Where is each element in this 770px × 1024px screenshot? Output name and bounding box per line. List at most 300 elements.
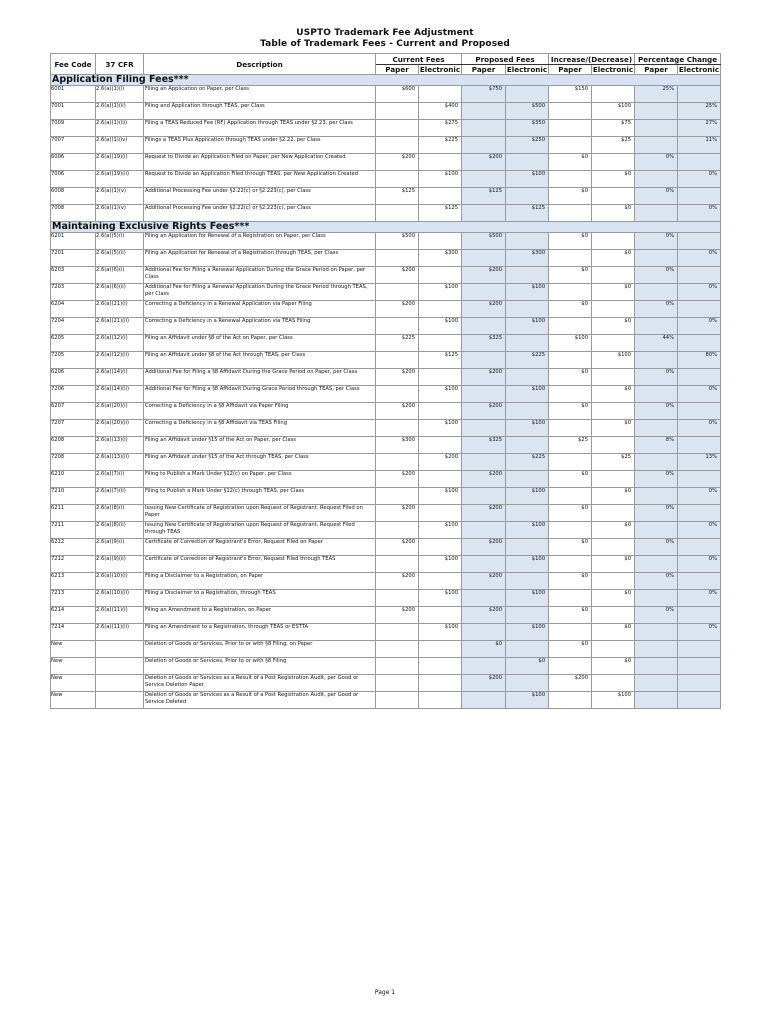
table-header (51, 54, 721, 75)
increase-electronic-cell: $0 (592, 250, 635, 267)
proposed-electronic-cell (506, 335, 549, 352)
fee-code-cell: 6203 (51, 267, 96, 284)
proposed-paper-cell (462, 658, 506, 675)
percent-paper-cell (635, 522, 678, 539)
increase-electronic-cell (592, 573, 635, 590)
cfr-cell: 2.6(a)(10)(ii) (96, 590, 144, 607)
proposed-paper-cell: $200 (462, 505, 506, 522)
description-cell: Filing a TEAS Reduced Fee (RF) Application through TEAS under §2.23, per Class (144, 120, 376, 137)
proposed-paper-cell (462, 522, 506, 539)
document-subtitle: Table of Trademark Fees - Current and Proposed (260, 39, 510, 49)
percent-paper-cell (635, 352, 678, 369)
current-electronic-cell (419, 335, 462, 352)
description-cell: Correcting a Deficiency in a Renewal Application via TEAS Filing (144, 318, 376, 335)
description-cell: Certificate of Correction of Registrant's Error, Request Filed through TEAS (144, 556, 376, 573)
increase-electronic-cell (592, 301, 635, 318)
fee-code-cell: 7210 (51, 488, 96, 505)
cfr-cell (96, 675, 144, 692)
fee-code-cell: New (51, 692, 96, 709)
increase-electronic-cell: $100 (592, 352, 635, 369)
proposed-electronic-cell: $225 (506, 454, 549, 471)
current-electronic-cell: $100 (419, 624, 462, 641)
table-row (51, 641, 721, 658)
proposed-paper-cell: $200 (462, 403, 506, 420)
description-cell: Correcting a Deficiency in a §8 Affidavit via TEAS Filing (144, 420, 376, 437)
fee-code-cell: 6008 (51, 188, 96, 205)
proposed-paper-cell (462, 103, 506, 120)
cfr-cell: 2.6(a)(1)(v) (96, 205, 144, 222)
proposed-electronic-cell (506, 267, 549, 284)
table-row (51, 318, 721, 335)
section-title: Application Filing Fees*** (51, 75, 721, 86)
increase-paper-cell (549, 171, 592, 188)
percent-electronic-cell: 25% (678, 103, 721, 120)
table-row (51, 675, 721, 692)
header-percent-paper: Paper (635, 65, 678, 75)
increase-electronic-cell (592, 86, 635, 103)
section-header (51, 75, 721, 86)
header-increase-paper: Paper (549, 65, 592, 75)
current-electronic-cell: $125 (419, 205, 462, 222)
table-row (51, 607, 721, 624)
description-cell: Filing an Affidavit under §8 of the Act on Paper, per Class (144, 335, 376, 352)
percent-electronic-cell: 0% (678, 522, 721, 539)
increase-electronic-cell: $0 (592, 205, 635, 222)
current-paper-cell (376, 556, 419, 573)
percent-paper-cell: 0% (635, 301, 678, 318)
proposed-electronic-cell (506, 403, 549, 420)
proposed-paper-cell (462, 420, 506, 437)
current-paper-cell (376, 420, 419, 437)
percent-electronic-cell (678, 641, 721, 658)
table-row (51, 120, 721, 137)
header-increase: Increase/(Decrease) (549, 54, 635, 65)
increase-electronic-cell: $100 (592, 692, 635, 709)
increase-electronic-cell: $25 (592, 454, 635, 471)
section-title: Maintaining Exclusive Rights Fees*** (51, 222, 721, 233)
increase-electronic-cell: $0 (592, 488, 635, 505)
table-row (51, 250, 721, 267)
percent-paper-cell (635, 171, 678, 188)
increase-electronic-cell (592, 154, 635, 171)
current-paper-cell: $200 (376, 403, 419, 420)
table-body (51, 75, 721, 709)
increase-electronic-cell: $0 (592, 624, 635, 641)
cfr-cell: 2.6(a)(21)(i) (96, 301, 144, 318)
percent-electronic-cell: 27% (678, 120, 721, 137)
current-electronic-cell (419, 369, 462, 386)
proposed-paper-cell: $200 (462, 573, 506, 590)
cfr-cell: 2.6(a)(6)(ii) (96, 284, 144, 301)
cfr-cell: 2.6(a)(8)(ii) (96, 522, 144, 539)
percent-electronic-cell (678, 403, 721, 420)
current-electronic-cell: $400 (419, 103, 462, 120)
table-row (51, 233, 721, 250)
description-cell: Additional Processing Fee under §2.22(c) or §2.223(c), per Class (144, 188, 376, 205)
current-electronic-cell: $275 (419, 120, 462, 137)
table-row (51, 369, 721, 386)
increase-electronic-cell (592, 188, 635, 205)
proposed-paper-cell (462, 692, 506, 709)
fee-code-cell: 6210 (51, 471, 96, 488)
cfr-cell: 2.6(a)(11)(i) (96, 607, 144, 624)
fee-code-cell: 6212 (51, 539, 96, 556)
increase-electronic-cell (592, 233, 635, 250)
fee-code-cell: 7212 (51, 556, 96, 573)
increase-electronic-cell (592, 471, 635, 488)
percent-electronic-cell: 0% (678, 171, 721, 188)
increase-paper-cell: $200 (549, 675, 592, 692)
percent-paper-cell: 0% (635, 505, 678, 522)
increase-paper-cell: $0 (549, 641, 592, 658)
table-row (51, 420, 721, 437)
header-increase-electronic: Electronic (592, 65, 634, 74)
increase-electronic-cell (592, 267, 635, 284)
proposed-electronic-cell (506, 471, 549, 488)
percent-electronic-cell (678, 607, 721, 624)
table-row (51, 539, 721, 556)
percent-paper-cell (635, 120, 678, 137)
increase-electronic-cell: $25 (592, 137, 635, 154)
increase-electronic-cell (592, 403, 635, 420)
current-electronic-cell (419, 658, 462, 675)
current-electronic-cell: $100 (419, 590, 462, 607)
proposed-paper-cell (462, 250, 506, 267)
description-cell: Filing to Publish a Mark Under §12(c) on Paper, per Class (144, 471, 376, 488)
current-electronic-cell: $100 (419, 420, 462, 437)
proposed-electronic-cell: $300 (506, 250, 549, 267)
increase-paper-cell (549, 318, 592, 335)
cfr-cell: 2.6(a)(9)(i) (96, 539, 144, 556)
proposed-paper-cell: $200 (462, 675, 506, 692)
proposed-electronic-cell: $100 (506, 171, 549, 188)
current-paper-cell: $200 (376, 301, 419, 318)
description-cell: Filing to Publish a Mark Under §12(c) through TEAS, per Class (144, 488, 376, 505)
increase-paper-cell: $0 (549, 154, 592, 171)
proposed-paper-cell: $200 (462, 369, 506, 386)
increase-paper-cell (549, 454, 592, 471)
description-cell: Certificate of Correction of Registrant's Error, Request Filed on Paper (144, 539, 376, 556)
fee-code-cell: 7207 (51, 420, 96, 437)
description-cell: Filing a Disclaimer to a Registration, on Paper (144, 573, 376, 590)
current-paper-cell (376, 250, 419, 267)
proposed-electronic-cell: $100 (506, 590, 549, 607)
cfr-cell: 2.6(a)(14)(i) (96, 369, 144, 386)
proposed-electronic-cell: $100 (506, 624, 549, 641)
proposed-electronic-cell: $100 (506, 386, 549, 403)
current-paper-cell (376, 675, 419, 692)
percent-paper-cell: 0% (635, 607, 678, 624)
current-electronic-cell: $200 (419, 454, 462, 471)
percent-paper-cell: 0% (635, 573, 678, 590)
table-row (51, 624, 721, 641)
current-paper-cell (376, 488, 419, 505)
current-electronic-cell (419, 607, 462, 624)
current-electronic-cell (419, 188, 462, 205)
current-electronic-cell: $100 (419, 488, 462, 505)
current-paper-cell: $500 (376, 233, 419, 250)
proposed-electronic-cell (506, 154, 549, 171)
fee-code-cell: 6213 (51, 573, 96, 590)
increase-electronic-cell: $0 (592, 590, 635, 607)
percent-paper-cell (635, 692, 678, 709)
proposed-paper-cell (462, 386, 506, 403)
table-row (51, 154, 721, 171)
current-paper-cell (376, 171, 419, 188)
percent-paper-cell (635, 137, 678, 154)
current-paper-cell (376, 205, 419, 222)
increase-paper-cell (549, 250, 592, 267)
current-electronic-cell (419, 471, 462, 488)
increase-paper-cell (549, 556, 592, 573)
percent-electronic-cell: 0% (678, 284, 721, 301)
description-cell: Correcting a Deficiency in a §8 Affidavit via Paper Filing (144, 403, 376, 420)
percent-paper-cell (635, 454, 678, 471)
section-header (51, 222, 721, 233)
current-electronic-cell (419, 86, 462, 103)
fee-code-cell: 7205 (51, 352, 96, 369)
increase-electronic-cell: $0 (592, 284, 635, 301)
proposed-electronic-cell (506, 301, 549, 318)
description-cell: Issuing New Certificate of Registration upon Request of Registrant, Request Filed on Paper (144, 505, 376, 522)
header-current-fees: Current Fees (376, 54, 462, 65)
proposed-electronic-cell: $250 (506, 137, 549, 154)
percent-paper-cell: 0% (635, 267, 678, 284)
proposed-paper-cell (462, 590, 506, 607)
proposed-electronic-cell (506, 369, 549, 386)
percent-electronic-cell: 0% (678, 556, 721, 573)
increase-electronic-cell: $100 (592, 103, 635, 120)
current-paper-cell: $200 (376, 573, 419, 590)
increase-paper-cell: $0 (549, 301, 592, 318)
percent-paper-cell (635, 641, 678, 658)
current-paper-cell: $300 (376, 437, 419, 454)
increase-paper-cell (549, 120, 592, 137)
current-electronic-cell (419, 573, 462, 590)
current-paper-cell (376, 658, 419, 675)
proposed-electronic-cell: $100 (506, 692, 549, 709)
description-cell: Correcting a Deficiency in a Renewal Application via Paper Filing (144, 301, 376, 318)
increase-electronic-cell: $0 (592, 658, 635, 675)
fee-code-cell: 7006 (51, 171, 96, 188)
description-cell: Filing an Amendment to a Registration, through TEAS or ESTTA (144, 624, 376, 641)
proposed-paper-cell: $0 (462, 641, 506, 658)
cfr-cell: 2.6(a)(19)(i) (96, 154, 144, 171)
proposed-paper-cell (462, 318, 506, 335)
increase-electronic-cell: $0 (592, 318, 635, 335)
percent-electronic-cell: 0% (678, 624, 721, 641)
current-electronic-cell: $100 (419, 556, 462, 573)
increase-paper-cell: $0 (549, 539, 592, 556)
cfr-cell: 2.6(a)(6)(i) (96, 267, 144, 284)
fee-code-cell: 7208 (51, 454, 96, 471)
description-cell: Additional Fee for Filing a §8 Affidavit During the Grace Period on Paper, per Class (144, 369, 376, 386)
increase-paper-cell (549, 103, 592, 120)
current-paper-cell (376, 120, 419, 137)
increase-electronic-cell (592, 505, 635, 522)
proposed-electronic-cell (506, 607, 549, 624)
current-paper-cell: $200 (376, 267, 419, 284)
increase-paper-cell: $0 (549, 505, 592, 522)
proposed-electronic-cell: $225 (506, 352, 549, 369)
proposed-paper-cell (462, 205, 506, 222)
fee-code-cell: 7204 (51, 318, 96, 335)
cfr-cell: 2.6(a)(14)(ii) (96, 386, 144, 403)
table-row (51, 658, 721, 675)
current-electronic-cell: $100 (419, 284, 462, 301)
cfr-cell: 2.6(a)(8)(i) (96, 505, 144, 522)
percent-paper-cell (635, 488, 678, 505)
increase-paper-cell (549, 590, 592, 607)
fee-code-cell: 7201 (51, 250, 96, 267)
percent-electronic-cell: 11% (678, 137, 721, 154)
percent-electronic-cell (678, 233, 721, 250)
cfr-cell: 2.6(a)(20)(i) (96, 403, 144, 420)
increase-electronic-cell: $0 (592, 386, 635, 403)
percent-electronic-cell (678, 86, 721, 103)
fee-code-cell: 6205 (51, 335, 96, 352)
current-electronic-cell (419, 505, 462, 522)
percent-paper-cell: 0% (635, 188, 678, 205)
fee-code-cell: 7203 (51, 284, 96, 301)
table-row (51, 86, 721, 103)
header-proposed-electronic: Electronic (506, 65, 548, 74)
header-cfr: 37 CFR (96, 54, 144, 75)
current-electronic-cell: $225 (419, 137, 462, 154)
current-paper-cell: $200 (376, 539, 419, 556)
fee-code-cell: 7009 (51, 120, 96, 137)
percent-paper-cell: 0% (635, 233, 678, 250)
current-electronic-cell (419, 301, 462, 318)
increase-paper-cell (549, 352, 592, 369)
cfr-cell: 2.6(a)(1)(ii) (96, 103, 144, 120)
current-paper-cell (376, 454, 419, 471)
current-electronic-cell: $125 (419, 352, 462, 369)
fee-code-cell: 6201 (51, 233, 96, 250)
percent-paper-cell (635, 205, 678, 222)
current-paper-cell: $200 (376, 607, 419, 624)
percent-electronic-cell (678, 154, 721, 171)
current-paper-cell (376, 284, 419, 301)
proposed-paper-cell (462, 171, 506, 188)
fee-code-cell: 7211 (51, 522, 96, 539)
proposed-paper-cell (462, 488, 506, 505)
cfr-cell: 2.6(a)(1)(v) (96, 188, 144, 205)
increase-electronic-cell (592, 335, 635, 352)
description-cell: Additional Fee for Filing a Renewal Application During the Grace Period through TEAS, per Class (144, 284, 376, 301)
percent-paper-cell: 0% (635, 369, 678, 386)
increase-paper-cell (549, 624, 592, 641)
percent-paper-cell (635, 386, 678, 403)
description-cell: Filings a TEAS Plus Application through TEAS under §2.22, per Class (144, 137, 376, 154)
fee-code-cell: 6207 (51, 403, 96, 420)
proposed-paper-cell: $750 (462, 86, 506, 103)
increase-paper-cell (549, 420, 592, 437)
proposed-electronic-cell (506, 86, 549, 103)
increase-paper-cell: $0 (549, 403, 592, 420)
description-cell: Issuing New Certificate of Registration upon Request of Registrant, Request Filed through TEAS (144, 522, 376, 539)
table-row (51, 454, 721, 471)
fee-code-cell: 7007 (51, 137, 96, 154)
increase-electronic-cell: $0 (592, 522, 635, 539)
current-paper-cell: $200 (376, 471, 419, 488)
current-electronic-cell: $100 (419, 522, 462, 539)
cfr-cell: 2.6(a)(21)(ii) (96, 318, 144, 335)
current-paper-cell (376, 318, 419, 335)
table-row (51, 188, 721, 205)
description-cell: Filing an Amendment to a Registration, on Paper (144, 607, 376, 624)
increase-electronic-cell: $75 (592, 120, 635, 137)
increase-paper-cell: $100 (549, 335, 592, 352)
proposed-electronic-cell: $100 (506, 556, 549, 573)
table-row (51, 692, 721, 709)
proposed-electronic-cell: $125 (506, 205, 549, 222)
fee-code-cell: New (51, 641, 96, 658)
table-row (51, 488, 721, 505)
increase-paper-cell (549, 284, 592, 301)
cfr-cell: 2.6(a)(1)(i) (96, 86, 144, 103)
percent-electronic-cell (678, 658, 721, 675)
percent-electronic-cell: 0% (678, 488, 721, 505)
fee-code-cell: 6211 (51, 505, 96, 522)
increase-electronic-cell (592, 607, 635, 624)
cfr-cell: 2.6(a)(19)(ii) (96, 171, 144, 188)
proposed-paper-cell: $500 (462, 233, 506, 250)
percent-electronic-cell (678, 188, 721, 205)
percent-paper-cell (635, 250, 678, 267)
table-row (51, 522, 721, 539)
percent-electronic-cell: 0% (678, 318, 721, 335)
percent-paper-cell (635, 624, 678, 641)
table-row (51, 205, 721, 222)
proposed-paper-cell: $200 (462, 301, 506, 318)
table-row (51, 471, 721, 488)
increase-electronic-cell (592, 675, 635, 692)
table-row (51, 386, 721, 403)
table-row (51, 267, 721, 284)
description-cell: Filing an Application for Renewal of a Registration through TEAS, per Class (144, 250, 376, 267)
current-paper-cell (376, 103, 419, 120)
percent-paper-cell (635, 284, 678, 301)
increase-paper-cell (549, 658, 592, 675)
current-paper-cell (376, 590, 419, 607)
proposed-electronic-cell (506, 641, 549, 658)
increase-paper-cell (549, 386, 592, 403)
increase-electronic-cell (592, 539, 635, 556)
increase-paper-cell: $0 (549, 471, 592, 488)
proposed-paper-cell: $325 (462, 335, 506, 352)
table-row (51, 403, 721, 420)
proposed-electronic-cell: $100 (506, 522, 549, 539)
cfr-cell: 2.6(a)(1)(iv) (96, 137, 144, 154)
fee-code-cell: 6208 (51, 437, 96, 454)
percent-paper-cell (635, 420, 678, 437)
increase-paper-cell: $0 (549, 607, 592, 624)
page-number: Page 1 (374, 989, 396, 996)
percent-electronic-cell: 80% (678, 352, 721, 369)
header-current-paper: Paper (376, 65, 419, 75)
cfr-cell: 2.6(a)(12)(i) (96, 335, 144, 352)
fee-code-cell: 7001 (51, 103, 96, 120)
cfr-cell: 2.6(a)(11)(ii) (96, 624, 144, 641)
table-row (51, 284, 721, 301)
current-electronic-cell: $100 (419, 171, 462, 188)
current-paper-cell (376, 641, 419, 658)
percent-electronic-cell: 0% (678, 250, 721, 267)
current-electronic-cell (419, 233, 462, 250)
proposed-paper-cell (462, 284, 506, 301)
proposed-paper-cell: $125 (462, 188, 506, 205)
